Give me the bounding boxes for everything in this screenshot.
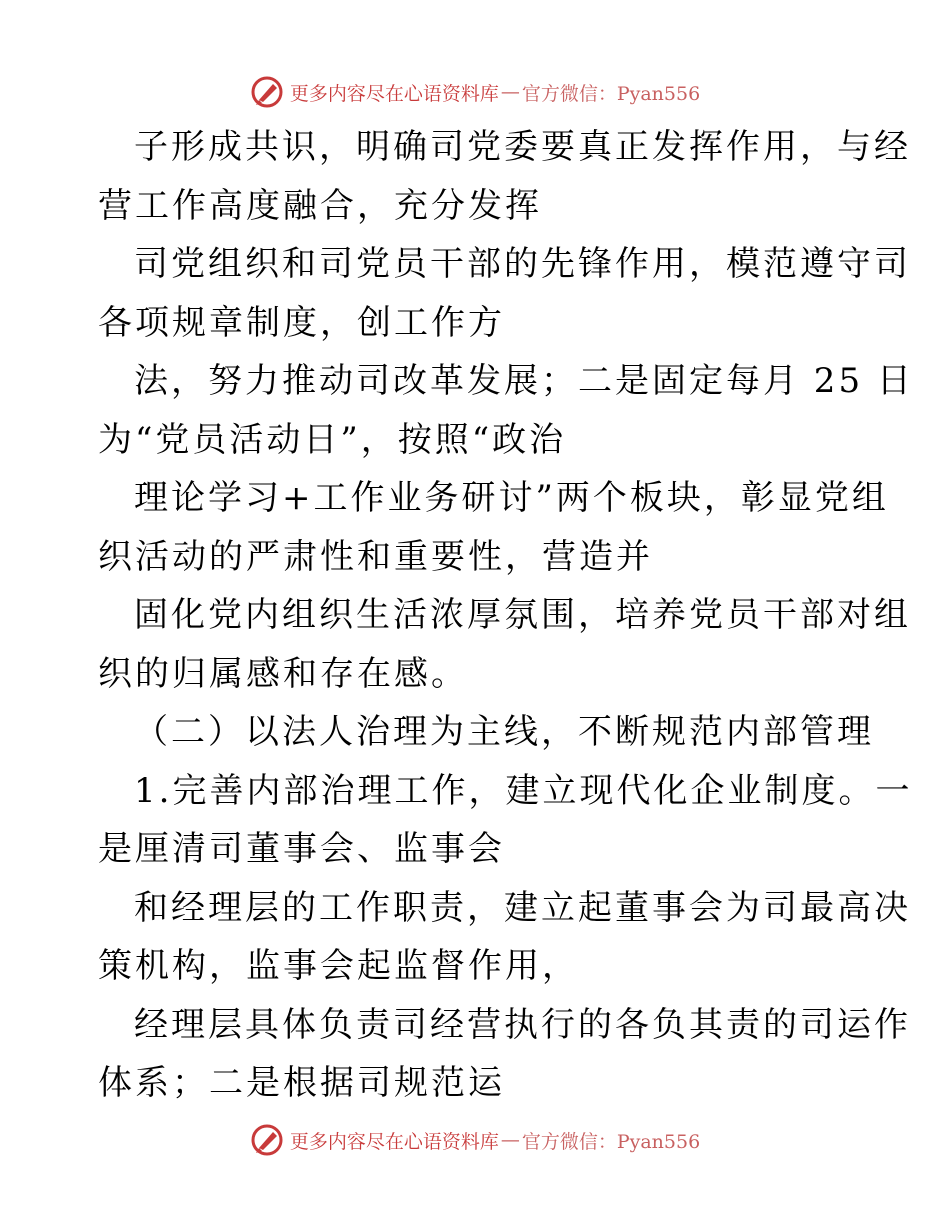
paragraph-line: 体系；二是根据司规范运 <box>98 1063 505 1103</box>
paragraph <box>98 586 911 703</box>
paragraph-line: 理论学习+工作业务研讨”两个板块，彰显党组 <box>134 478 889 518</box>
paragraph <box>98 879 911 996</box>
paragraph <box>98 352 914 469</box>
paragraph <box>98 996 911 1113</box>
header-banner <box>0 72 950 112</box>
paragraph-line: 司党组织和司党员干部的先锋作用，模范遵守司 <box>134 244 911 284</box>
section-heading <box>98 703 874 762</box>
paragraph-line: 1.完善内部治理工作，建立现代化企业制度。一 <box>134 770 913 811</box>
pen-logo-icon <box>250 1123 284 1157</box>
paragraph <box>98 469 889 586</box>
paragraph-line: 为“党员活动日”，按照“政治 <box>98 419 567 460</box>
paragraph-line: 织活动的严肃性和重要性，营造并 <box>98 536 653 577</box>
paragraph-line: 经理层具体负责司经营执行的各负其责的司运作 <box>134 1004 911 1045</box>
paragraph-line: 和经理层的工作职责，建立起董事会为司最高决 <box>134 887 911 928</box>
paragraph-line: 固化党内组织生活浓厚氛围，培养党员干部对组 <box>134 595 911 635</box>
paragraph-line: 营工作高度融合，充分发挥 <box>98 185 542 226</box>
paragraph-line: 子形成共识，明确司党委要真正发挥作用，与经 <box>134 127 911 167</box>
paragraph-line: 是厘清司董事会、监事会 <box>98 829 505 869</box>
banner-dash: — <box>500 1129 520 1151</box>
document-body <box>98 118 914 1113</box>
banner-wechat: 官方微信：Pyan556 <box>521 82 701 105</box>
banner-wechat: 官方微信：Pyan556 <box>521 1130 701 1153</box>
paragraph <box>98 762 913 879</box>
paragraph-line: 策机构，监事会起监督作用， <box>98 946 579 986</box>
banner-text: 更多内容尽在心语资料库 <box>289 1130 499 1153</box>
paragraph <box>98 235 911 352</box>
paragraph-line: （二）以法人治理为主线，不断规范内部管理 <box>134 712 874 752</box>
paragraph-line: 各项规章制度，创工作方 <box>98 302 505 343</box>
pen-logo-icon <box>250 75 284 109</box>
footer-banner <box>0 1120 950 1160</box>
banner-text: 更多内容尽在心语资料库 <box>289 82 499 105</box>
paragraph-line: 织的归属感和存在感。 <box>98 653 468 694</box>
paragraph <box>98 118 911 235</box>
paragraph-line: 法，努力推动司改革发展；二是固定每月 25 日 <box>134 361 914 401</box>
banner-dash: — <box>500 81 520 103</box>
